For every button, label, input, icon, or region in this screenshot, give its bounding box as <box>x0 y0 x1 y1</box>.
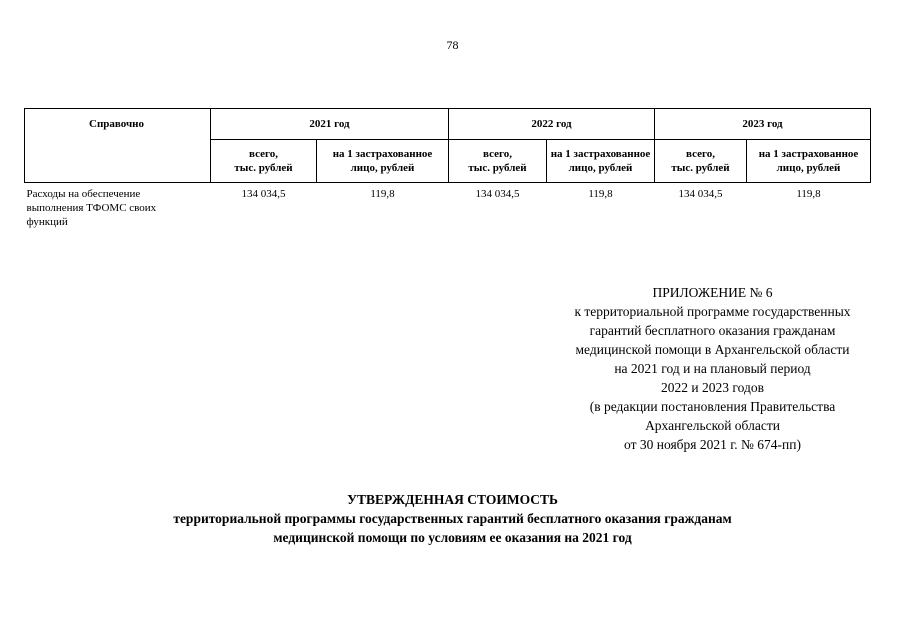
document-title <box>0 490 905 547</box>
subheader-per-insured: на 1 застрахованное лицо, рублей <box>317 140 449 183</box>
value-2021-total: 134 034,5 <box>241 188 286 200</box>
document-subtitle-line: территориальной программы государственных гарантий бесплатного оказания гражданам <box>173 511 732 526</box>
subheader-total: всего, тыс. рублей <box>211 140 317 183</box>
appendix-line: к территориальной программе государственных <box>574 304 851 319</box>
value-2022-total: 134 034,5 <box>475 188 520 200</box>
value-2021-per-insured: 119,8 <box>370 188 395 200</box>
appendix-line: Архангельской области <box>645 418 780 433</box>
subheader-total: всего, тыс. рублей <box>655 140 747 183</box>
value-2023-total: 134 034,5 <box>678 188 723 200</box>
table-header-row-years <box>25 109 871 140</box>
table-header-row-units <box>25 140 871 183</box>
appendix-line: от 30 ноября 2021 г. № 674-пп) <box>624 437 801 452</box>
appendix-line: гарантий бесплатного оказания гражданам <box>589 323 836 338</box>
year-header-2022: 2022 год <box>449 109 655 140</box>
appendix-block <box>540 283 885 454</box>
subheader-per-insured: на 1 застрахованное лицо, рублей <box>547 140 655 183</box>
subheader-per-insured: на 1 застрахованное лицо, рублей <box>747 140 871 183</box>
year-header-2023: 2023 год <box>655 109 871 140</box>
appendix-line: на 2021 год и на плановый период <box>614 361 811 376</box>
page-number: 78 <box>446 38 459 52</box>
row-header-cell: Справочно <box>25 109 211 140</box>
year-header-2021: 2021 год <box>211 109 449 140</box>
appendix-line: медицинской помощи в Архангельской области <box>575 342 850 357</box>
appendix-line: 2022 и 2023 годов <box>661 380 764 395</box>
value-2023-per-insured: 119,8 <box>796 188 821 200</box>
appendix-line: (в редакции постановления Правительства <box>589 399 836 414</box>
row-header-cell-continued <box>25 140 211 183</box>
reference-table <box>24 108 871 229</box>
document-heading: УТВЕРЖДЕННАЯ СТОИМОСТЬ <box>347 492 558 507</box>
document-subtitle-line: медицинской помощи по условиям ее оказания на 2021 год <box>273 530 632 545</box>
appendix-title: ПРИЛОЖЕНИЕ № 6 <box>652 285 773 300</box>
value-2022-per-insured: 119,8 <box>588 188 613 200</box>
subheader-total: всего, тыс. рублей <box>449 140 547 183</box>
row-label: Расходы на обеспечение выполнения ТФОМС своих функций <box>26 188 157 228</box>
table-row <box>25 183 871 230</box>
